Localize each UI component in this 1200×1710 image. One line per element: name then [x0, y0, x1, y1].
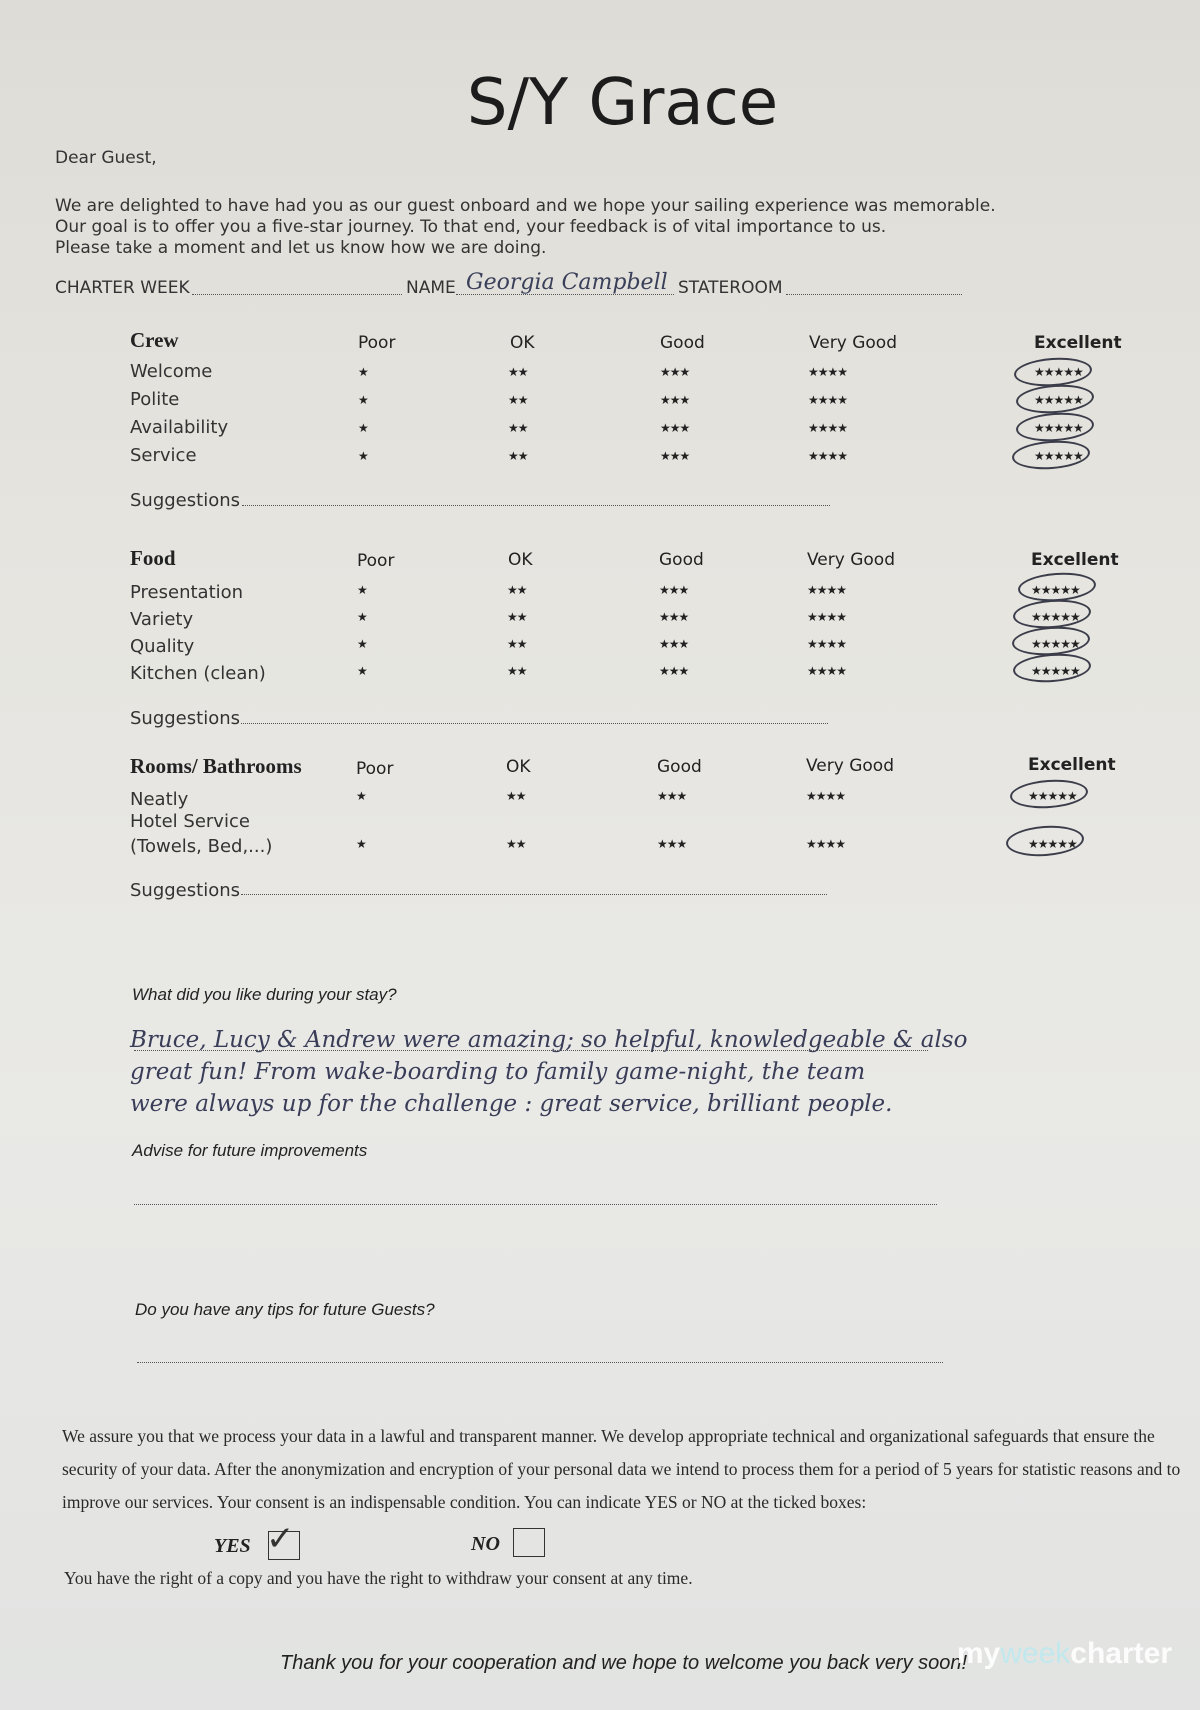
- rating-very-good[interactable]: ★★★★: [807, 583, 847, 597]
- answer-line: Bruce, Lucy & Andrew were amazing; so helpful, knowledgeable & also: [130, 1027, 968, 1053]
- selection-circle: [1015, 410, 1095, 443]
- col-very-good: Very Good: [809, 333, 897, 353]
- selection-circle: [1017, 570, 1097, 603]
- rating-ok[interactable]: ★★: [508, 449, 528, 463]
- rating-ok[interactable]: ★★: [507, 664, 527, 678]
- rating-very-good[interactable]: ★★★★: [807, 664, 847, 678]
- crew-item-availability: Availability: [130, 417, 229, 438]
- rating-ok[interactable]: ★★: [506, 789, 526, 803]
- no-label: NO: [471, 1533, 500, 1555]
- col-good: Good: [660, 333, 705, 353]
- section-title-rooms: Rooms/ Bathrooms: [130, 754, 302, 778]
- food-item-presentation: Presentation: [130, 582, 244, 603]
- crew-item-polite: Polite: [130, 389, 180, 410]
- crew-suggestions-label: Suggestions: [130, 490, 240, 511]
- stateroom-field[interactable]: [786, 294, 962, 295]
- rating-excellent[interactable]: ★★★★★: [1034, 421, 1083, 435]
- col-good: Good: [659, 550, 704, 570]
- rooms-suggestions-label: Suggestions: [130, 880, 240, 901]
- col-excellent: Excellent: [1031, 550, 1119, 570]
- selection-circle: [1013, 355, 1093, 388]
- answer-liked[interactable]: [130, 1024, 967, 1120]
- form-title: S/Y Grace: [466, 66, 779, 140]
- charter-week-field[interactable]: [192, 294, 402, 295]
- rating-poor[interactable]: ★: [356, 789, 366, 803]
- rating-good[interactable]: ★★★: [660, 365, 690, 379]
- answer-line: were always up for the challenge : great service, brilliant people.: [130, 1091, 893, 1117]
- rating-good[interactable]: ★★★: [659, 583, 689, 597]
- name-label: NAME: [406, 278, 456, 298]
- rating-good[interactable]: ★★★: [660, 421, 690, 435]
- selection-circle: [1011, 624, 1091, 657]
- rating-ok[interactable]: ★★: [506, 837, 526, 851]
- rooms-suggestions-field[interactable]: [241, 894, 827, 895]
- no-checkbox[interactable]: [513, 1528, 545, 1557]
- greeting: Dear Guest,: [55, 148, 157, 168]
- rating-excellent[interactable]: ★★★★★: [1031, 664, 1080, 678]
- rating-excellent[interactable]: ★★★★★: [1031, 637, 1080, 651]
- name-field[interactable]: Georgia Campbell: [466, 270, 668, 295]
- rating-ok[interactable]: ★★: [508, 393, 528, 407]
- rating-good[interactable]: ★★★: [657, 789, 687, 803]
- check-icon: ✓: [266, 1519, 295, 1559]
- col-good: Good: [657, 757, 702, 777]
- rating-very-good[interactable]: ★★★★: [806, 837, 846, 851]
- rooms-item-hotel-service: Hotel Service: [130, 811, 250, 832]
- answer-line-rule: [134, 1050, 928, 1051]
- col-excellent: Excellent: [1028, 755, 1116, 775]
- rating-poor[interactable]: ★: [357, 610, 367, 624]
- watermark-logo: [957, 1637, 1172, 1671]
- selection-circle: [1009, 777, 1089, 810]
- charter-week-label: CHARTER WEEK: [55, 278, 190, 298]
- rights-text: You have the right of a copy and you have the right to withdraw your consent at any time.: [64, 1568, 693, 1588]
- rating-good[interactable]: ★★★: [659, 637, 689, 651]
- rating-poor[interactable]: ★: [358, 421, 368, 435]
- intro-line: Please take a moment and let us know how we are doing.: [55, 238, 547, 258]
- rating-good[interactable]: ★★★: [657, 837, 687, 851]
- rating-very-good[interactable]: ★★★★: [808, 421, 848, 435]
- rating-ok[interactable]: ★★: [508, 365, 528, 379]
- tips-field[interactable]: [137, 1362, 943, 1363]
- rating-very-good[interactable]: ★★★★: [806, 789, 846, 803]
- col-ok: OK: [508, 550, 533, 570]
- rating-poor[interactable]: ★: [357, 664, 367, 678]
- rating-very-good[interactable]: ★★★★: [807, 610, 847, 624]
- col-ok: OK: [506, 757, 531, 777]
- selection-circle: [1012, 651, 1092, 684]
- rating-very-good[interactable]: ★★★★: [808, 365, 848, 379]
- crew-suggestions-field[interactable]: [242, 505, 830, 506]
- selection-circle: [1011, 438, 1091, 471]
- crew-item-welcome: Welcome: [130, 361, 213, 382]
- rating-excellent[interactable]: ★★★★★: [1028, 789, 1077, 803]
- intro-line: We are delighted to have had you as our guest onboard and we hope your sailing experience was memorable.: [55, 196, 996, 216]
- rating-poor[interactable]: ★: [357, 583, 367, 597]
- rating-very-good[interactable]: ★★★★: [808, 449, 848, 463]
- food-suggestions-field[interactable]: [241, 723, 828, 724]
- food-item-kitchen: Kitchen (clean): [130, 663, 266, 684]
- rating-ok[interactable]: ★★: [507, 583, 527, 597]
- rating-very-good[interactable]: ★★★★: [808, 393, 848, 407]
- rating-very-good[interactable]: ★★★★: [807, 637, 847, 651]
- crew-item-service: Service: [130, 445, 197, 466]
- col-excellent: Excellent: [1034, 333, 1122, 353]
- rating-good[interactable]: ★★★: [660, 449, 690, 463]
- rating-excellent[interactable]: ★★★★★: [1028, 837, 1077, 851]
- col-ok: OK: [510, 333, 535, 353]
- rooms-item-neatly: Neatly: [130, 789, 189, 810]
- col-poor: Poor: [357, 551, 395, 571]
- question-tips: Do you have any tips for future Guests?: [135, 1300, 435, 1319]
- rating-poor[interactable]: ★: [358, 449, 368, 463]
- rating-excellent[interactable]: ★★★★★: [1034, 365, 1083, 379]
- food-item-quality: Quality: [130, 636, 195, 657]
- selection-circle: [1005, 823, 1085, 858]
- col-very-good: Very Good: [807, 550, 895, 570]
- rooms-item-towels-bed: (Towels, Bed,...): [130, 836, 273, 857]
- selection-circle: [1015, 382, 1095, 415]
- section-title-crew: Crew: [130, 328, 179, 352]
- section-title-food: Food: [130, 546, 176, 570]
- stateroom-label: STATEROOM: [678, 278, 783, 298]
- rating-good[interactable]: ★★★: [660, 393, 690, 407]
- yes-label: YES: [214, 1535, 251, 1557]
- selection-circle: [1012, 597, 1092, 630]
- rating-poor[interactable]: ★: [357, 637, 367, 651]
- rating-ok[interactable]: ★★: [508, 421, 528, 435]
- col-poor: Poor: [356, 759, 394, 779]
- col-very-good: Very Good: [806, 756, 894, 776]
- rating-good[interactable]: ★★★: [659, 664, 689, 678]
- rating-poor[interactable]: ★: [356, 837, 366, 851]
- rating-excellent[interactable]: ★★★★★: [1034, 393, 1083, 407]
- rating-excellent[interactable]: ★★★★★: [1031, 610, 1080, 624]
- watermark-part: week: [1000, 1637, 1071, 1670]
- intro-line: Our goal is to offer you a five-star journey. To that end, your feedback is of vital importance to us.: [55, 217, 887, 237]
- watermark-part: my: [956, 1637, 1001, 1670]
- rating-excellent[interactable]: ★★★★★: [1034, 449, 1083, 463]
- data-protection-text: We assure you that we process your data in a lawful and transparent manner. We develop appropriate technical and organizational safeguards that ensure the security of your data. After the anonymization and encryption of your personal data we intend to process them for a period of 5 years for statistic reasons and to improve our services. Your consent is an indispensable condition. You can indicate YES or NO at the ticked boxes:: [62, 1426, 1181, 1512]
- advise-field[interactable]: [134, 1204, 937, 1205]
- rating-good[interactable]: ★★★: [659, 610, 689, 624]
- rating-ok[interactable]: ★★: [507, 637, 527, 651]
- question-advise: Advise for future improvements: [132, 1141, 368, 1160]
- question-liked: What did you like during your stay?: [132, 985, 397, 1004]
- rating-poor[interactable]: ★: [358, 365, 368, 379]
- answer-line: great fun! From wake-boarding to family game-night, the team: [130, 1059, 866, 1085]
- rating-excellent[interactable]: ★★★★★: [1031, 583, 1080, 597]
- rating-ok[interactable]: ★★: [507, 610, 527, 624]
- rating-poor[interactable]: ★: [358, 393, 368, 407]
- food-suggestions-label: Suggestions: [130, 708, 240, 729]
- watermark-part: charter: [1070, 1637, 1172, 1670]
- intro-text: [55, 196, 996, 259]
- thank-you-text: Thank you for your cooperation and we hope to welcome you back very soon!: [280, 1652, 968, 1674]
- food-item-variety: Variety: [130, 609, 194, 630]
- col-poor: Poor: [358, 333, 396, 353]
